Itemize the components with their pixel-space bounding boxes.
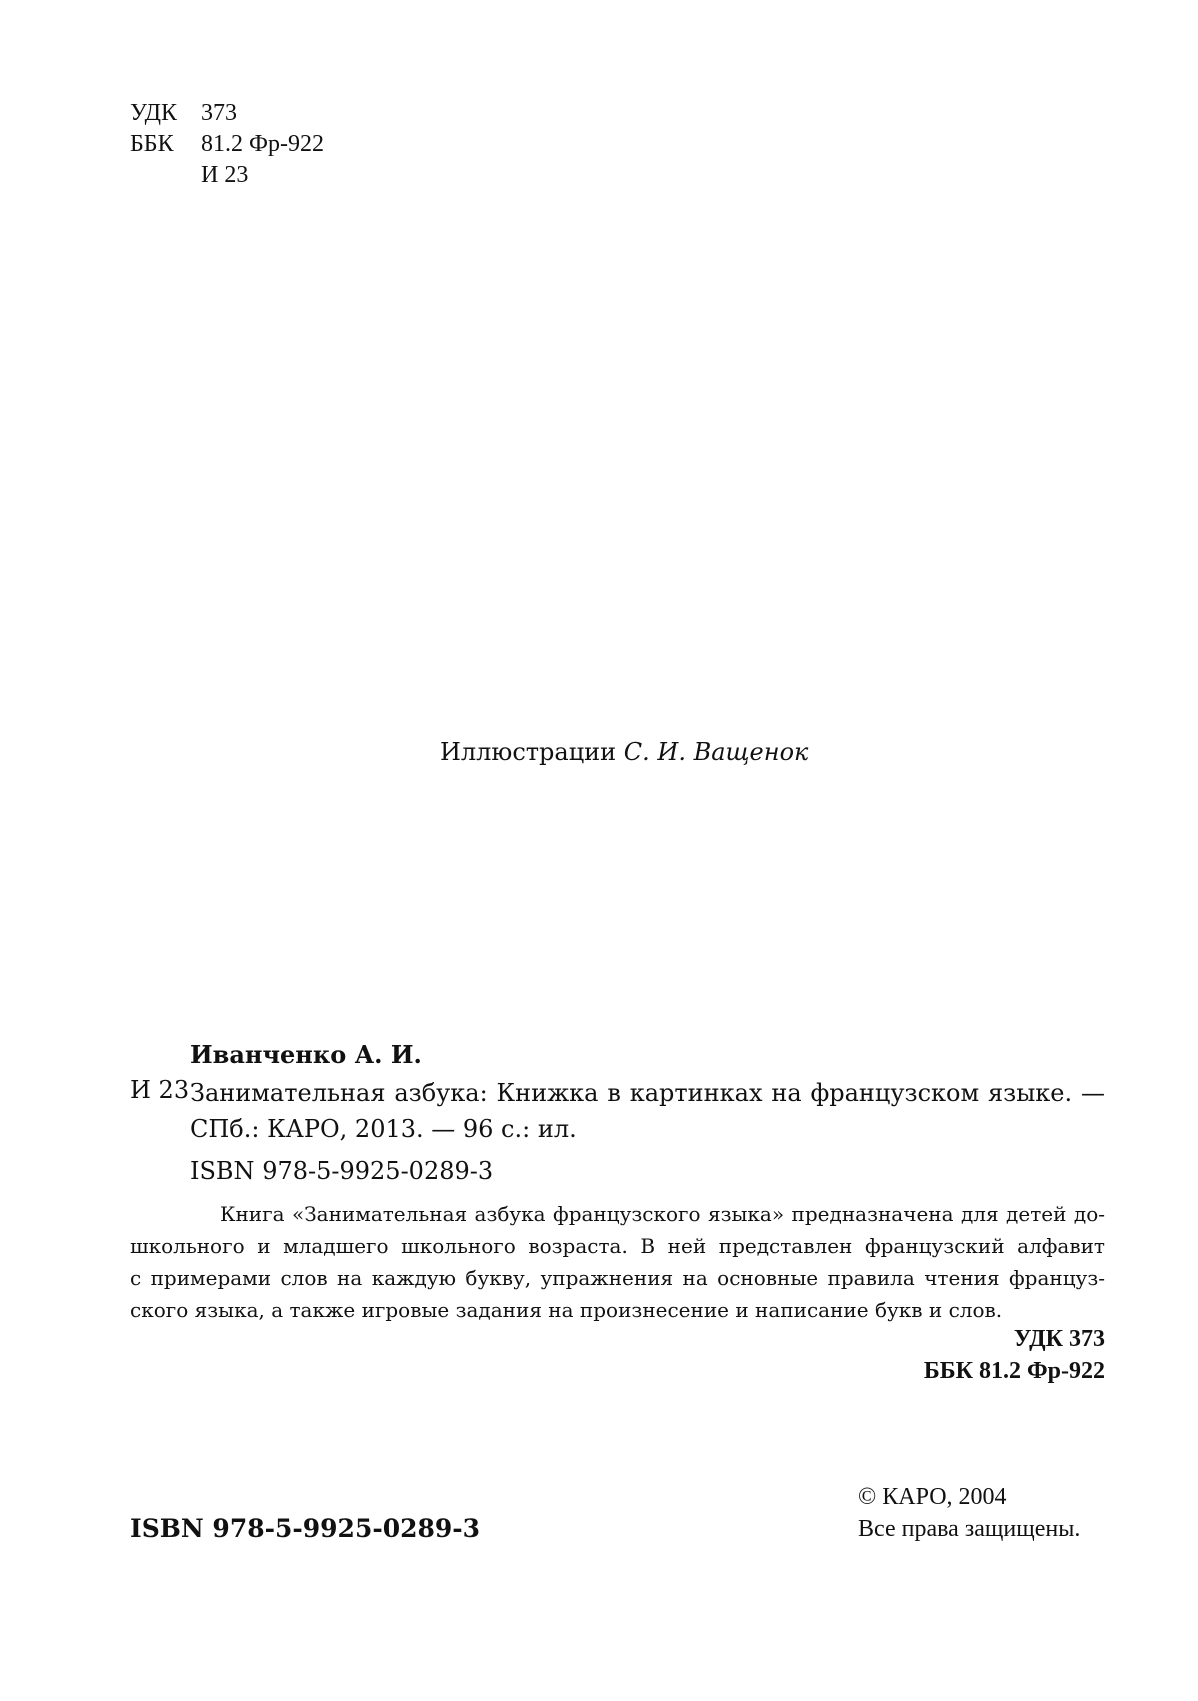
- bbk-row: [130, 129, 324, 160]
- bbk-label: ББК: [130, 131, 174, 157]
- illustrator-name: С. И. Ващенок: [623, 738, 809, 766]
- card-author: Иванченко А. И.: [190, 1040, 422, 1069]
- card-title: [190, 1075, 1105, 1147]
- annotation-line: Книга «Занимательная азбука французского языка» предназначена для детей до-: [220, 1202, 1105, 1226]
- bbk-value: 81.2 Фр-922: [201, 131, 324, 157]
- card-bbk: ББК 81.2 Фр-922: [923, 1358, 1105, 1384]
- card-isbn: ISBN 978-5-9925-0289-3: [190, 1157, 494, 1185]
- author-mark-row: [130, 160, 324, 191]
- rights-reserved: Все права защищены.: [858, 1516, 1081, 1542]
- copyright-block: [858, 1481, 1080, 1545]
- footer-isbn: ISBN 978-5-9925-0289-3: [130, 1514, 481, 1543]
- author-mark: И 23: [201, 162, 249, 188]
- card-title-line-1: Занимательная азбука: Книжка в картинках на французском языке. —: [190, 1079, 1105, 1107]
- card-title-line-2: СПб.: КАРО, 2013. — 96 с.: ил.: [190, 1115, 577, 1143]
- annotation-line: школьного и младшего школьного возраста. В ней представлен французский алфавит: [130, 1234, 1105, 1258]
- card-code: И 23: [130, 1076, 190, 1104]
- annotation-line: с примерами слов на каждую букву, упражнения на основные правила чтения француз-: [130, 1266, 1105, 1290]
- card-classification: [924, 1323, 1105, 1387]
- card-annotation: [130, 1198, 1105, 1326]
- illustrations-label: Иллюстрации: [440, 738, 617, 766]
- annotation-line: ского языка, а также игровые задания на произнесение и написание букв и слов.: [130, 1298, 1003, 1322]
- udk-row: [130, 98, 324, 129]
- copyright-notice: © КАРО, 2004: [858, 1484, 1007, 1510]
- udk-value: 373: [201, 100, 237, 126]
- top-classification: [130, 98, 324, 191]
- udk-label: УДК: [130, 100, 177, 126]
- illustrations-credit: [440, 737, 808, 767]
- card-udk: УДК 373: [1013, 1326, 1105, 1352]
